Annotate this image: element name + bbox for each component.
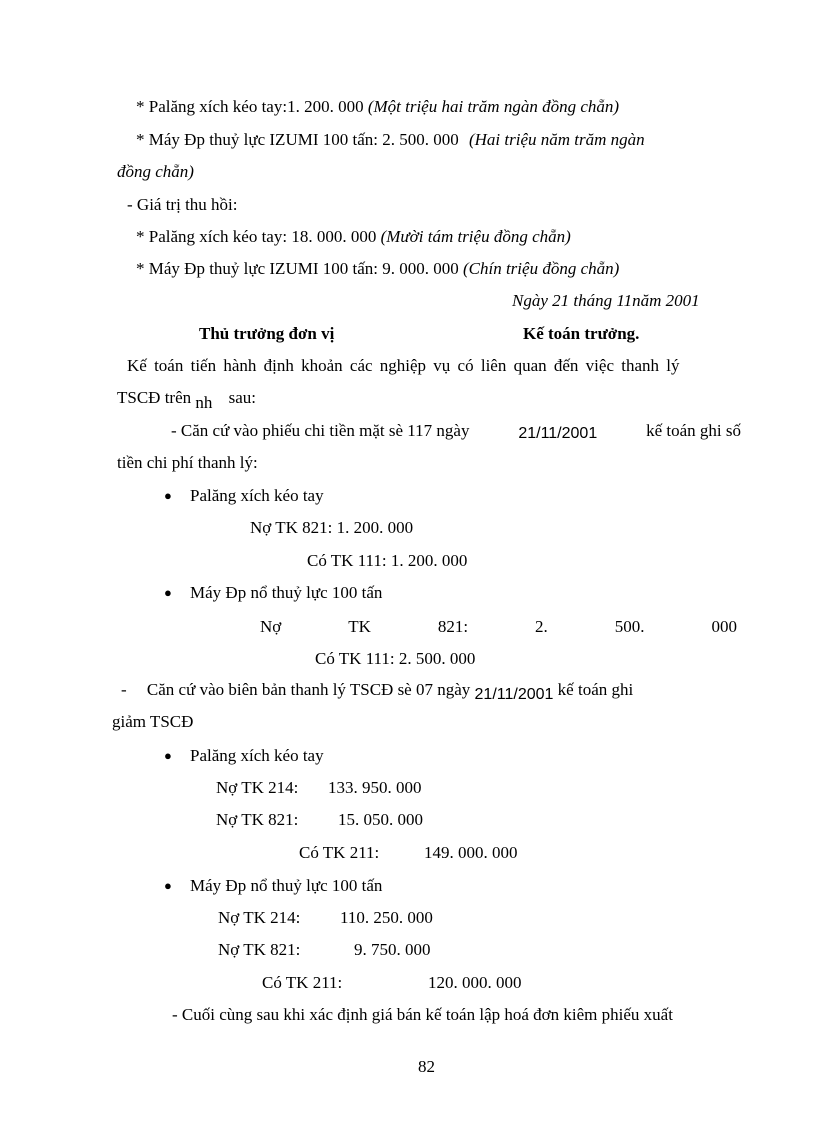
entry-debit-label: Nợ TK 214: bbox=[218, 908, 301, 927]
paragraph-text: kế toán ghi số bbox=[646, 421, 741, 440]
line-italic-note: (Mười tám triệu đồng chẵn) bbox=[380, 227, 571, 246]
paragraph-intro-line1 bbox=[127, 355, 737, 377]
signature-chief-accountant: Kế toán trưởng. bbox=[523, 324, 640, 343]
bullet-machine: Máy Đp nổ thuỷ lực 100 tấn bbox=[190, 876, 383, 895]
bullet-icon: ● bbox=[164, 488, 172, 503]
entry-debit: Nợ TK 821: 1. 200. 000 bbox=[250, 518, 414, 537]
line-text: * Máy Đp thuỷ lực IZUMI 100 tấn: 2. 500. 000 bbox=[136, 130, 459, 149]
line-italic-note: (Hai triệu năm trăm ngàn bbox=[468, 130, 645, 149]
paragraph-final bbox=[172, 1004, 737, 1026]
bullet-icon: ● bbox=[164, 585, 172, 600]
entry-credit-amount: 149. 000. 000 bbox=[424, 843, 518, 862]
paragraph-cash-line2: tiền chi phí thanh lý: bbox=[117, 453, 258, 472]
signature-director: Thủ trưởng đơn vị bbox=[199, 324, 335, 343]
entry-debit-amount: 9. 750. 000 bbox=[354, 940, 431, 959]
paragraph-text: Căn cứ vào biên bản thanh lý TSCĐ sè 07 ngày bbox=[146, 680, 471, 699]
entry-word: 500. bbox=[614, 617, 645, 636]
paragraph-intro-line2 bbox=[117, 387, 257, 412]
entry-debit-label: Nợ TK 821: bbox=[216, 810, 299, 829]
entry-word: TK bbox=[348, 617, 371, 636]
paragraph-text: sau: bbox=[228, 388, 257, 407]
entry-word: 2. bbox=[535, 617, 548, 636]
entry-debit-label: Nợ TK 821: bbox=[218, 940, 301, 959]
line-machine-cost bbox=[136, 129, 645, 151]
bullet-palang: Palăng xích kéo tay bbox=[190, 746, 324, 765]
entry-word: 821: bbox=[437, 617, 469, 636]
entry-word: Nợ bbox=[260, 617, 282, 636]
line-machine-recovery bbox=[136, 258, 619, 280]
line-recovery-heading: - Giá trị thu hồi: bbox=[127, 195, 238, 214]
bullet-icon: ● bbox=[164, 878, 172, 893]
line-text: * Palăng xích kéo tay:1. 200. 000 bbox=[136, 97, 364, 116]
entry-credit-amount: 120. 000. 000 bbox=[428, 973, 522, 992]
entry-debit-amount: 110. 250. 000 bbox=[340, 908, 433, 927]
paragraph-date: 21/11/2001 bbox=[474, 686, 554, 703]
page-number: 82 bbox=[418, 1057, 435, 1076]
bullet-palang: Palăng xích kéo tay bbox=[190, 486, 324, 505]
line-italic-note: (Chín triệu đồng chẵn) bbox=[462, 259, 620, 278]
entry-debit-label: Nợ TK 214: bbox=[216, 778, 299, 797]
paragraph-cash-line1 bbox=[171, 420, 741, 442]
date-line: Ngày 21 tháng 11năm 2001 bbox=[512, 291, 700, 310]
line-palang-cost bbox=[136, 96, 619, 118]
line-text: * Máy Đp thuỷ lực IZUMI 100 tấn: 9. 000. 000 bbox=[136, 259, 459, 278]
entry-word: 000 bbox=[711, 617, 737, 636]
paragraph-text: - Căn cứ vào phiếu chi tiền mặt sè 117 ngày bbox=[171, 421, 470, 440]
bullet-icon: ● bbox=[164, 748, 172, 763]
paragraph-liquidation-line2: giảm TSCĐ bbox=[112, 712, 194, 731]
line-palang-recovery bbox=[136, 226, 571, 248]
paragraph-date: 21/11/2001 bbox=[518, 425, 598, 442]
paragraph-text: - Cuối cùng sau khi xác định giá bán kế toán lập hoá đơn kiêm phiếu xuất bbox=[172, 1005, 673, 1024]
entry-debit-amount: 15. 050. 000 bbox=[338, 810, 423, 829]
entry-credit-label: Có TK 211: bbox=[299, 843, 380, 862]
paragraph-text: TSCĐ trên bbox=[117, 388, 192, 407]
paragraph-text: Kế toán tiến hành định khoản các nghiệp vụ có liên quan đến việc thanh lý bbox=[127, 356, 680, 375]
paragraph-text: kế toán ghi bbox=[557, 680, 634, 699]
entry-debit-amount: 133. 950. 000 bbox=[328, 778, 422, 797]
paragraph-fragment: nh bbox=[195, 393, 213, 412]
entry-credit: Có TK 111: 2. 500. 000 bbox=[315, 649, 476, 668]
line-italic-note: (Một triệu hai trăm ngàn đồng chẵn) bbox=[367, 97, 620, 116]
line-text: * Palăng xích kéo tay: 18. 000. 000 bbox=[136, 227, 377, 246]
entry-credit-label: Có TK 211: bbox=[262, 973, 343, 992]
entry-credit: Có TK 111: 1. 200. 000 bbox=[307, 551, 468, 570]
entry-debit-justified bbox=[260, 616, 737, 638]
paragraph-dash: - bbox=[121, 680, 127, 699]
paragraph-liquidation-line1 bbox=[121, 679, 633, 702]
bullet-machine: Máy Đp nổ thuỷ lực 100 tấn bbox=[190, 583, 383, 602]
line-machine-cost-cont: đồng chẵn) bbox=[117, 162, 194, 181]
